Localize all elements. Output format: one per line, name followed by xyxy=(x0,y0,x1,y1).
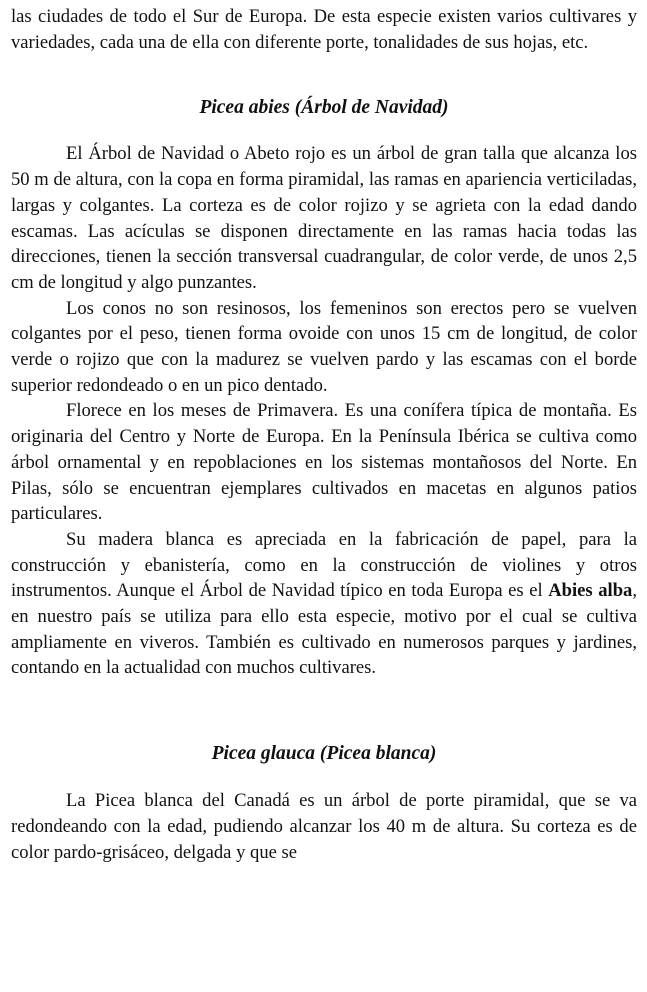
picea-abies-paragraph-4 xyxy=(11,527,637,681)
picea-abies-paragraph-1: El Árbol de Navidad o Abeto rojo es un árbol de gran talla que alcanza los 50 m de altura, con la copa en forma piramidal, las ramas en apariencia verticiladas, largas y colgantes. La corteza es de color rojizo y se agrieta con la edad dando escamas. Las acículas se disponen directamente en las ramas hacia todas las direcciones, tienen la sección transversal cuadrangular, de color verde, de unos 2,5 cm de longitud y algo punzantes. xyxy=(11,143,637,293)
intro-paragraph: las ciudades de todo el Sur de Europa. De esta especie existen varios cultivares y variedades, cada una de ella con diferente porte, tonalidades de sus hojas, etc. xyxy=(11,6,637,53)
section-heading-picea-glauca: Picea glauca (Picea blanca) xyxy=(211,743,437,765)
picea-glauca-paragraph-1: La Picea blanca del Canadá es un árbol de porte piramidal, que se va redondeando con la edad, pudiendo alcanzar los 40 m de altura. Su corteza es de color pardo-grisáceo, delgada y que se xyxy=(11,790,637,863)
paragraph-text: , en nuestro país se utiliza para ello esta especie, motivo por el cual se cultiva ampliamente en viveros. También es cultivado en numerosos parques y jardines, contando en la actualidad con muchos cultivares. xyxy=(11,580,637,679)
species-name-abies-alba: Abies alba xyxy=(548,580,633,602)
section-heading-picea-abies: Picea abies (Árbol de Navidad) xyxy=(199,97,449,119)
paragraph-text: Su madera blanca es apreciada en la fabricación de papel, para la construcción y ebanistería, como en la construcción de violines y otros instrumentos. Aunque el Árbol de Navidad típico en toda Europa es el xyxy=(11,528,637,602)
document-page xyxy=(11,0,637,865)
picea-abies-paragraph-3: Florece en los meses de Primavera. Es una conífera típica de montaña. Es originaria del Centro y Norte de Europa. En la Península Ibérica se cultiva como árbol ornamental y en repoblaciones en los sistemas montañosos del Norte. En Pilas, sólo se encuentran ejemplares cultivados en macetas en algunos patios particulares. xyxy=(11,400,637,525)
picea-abies-paragraph-2: Los conos no son resinosos, los femeninos son erectos pero se vuelven colgantes por el peso, tienen forma ovoide con unos 15 cm de longitud, de color verde o rojizo que con la madurez se vuelven pardo y las escamas con el borde superior redondeado o en un pico dentado. xyxy=(11,297,637,396)
